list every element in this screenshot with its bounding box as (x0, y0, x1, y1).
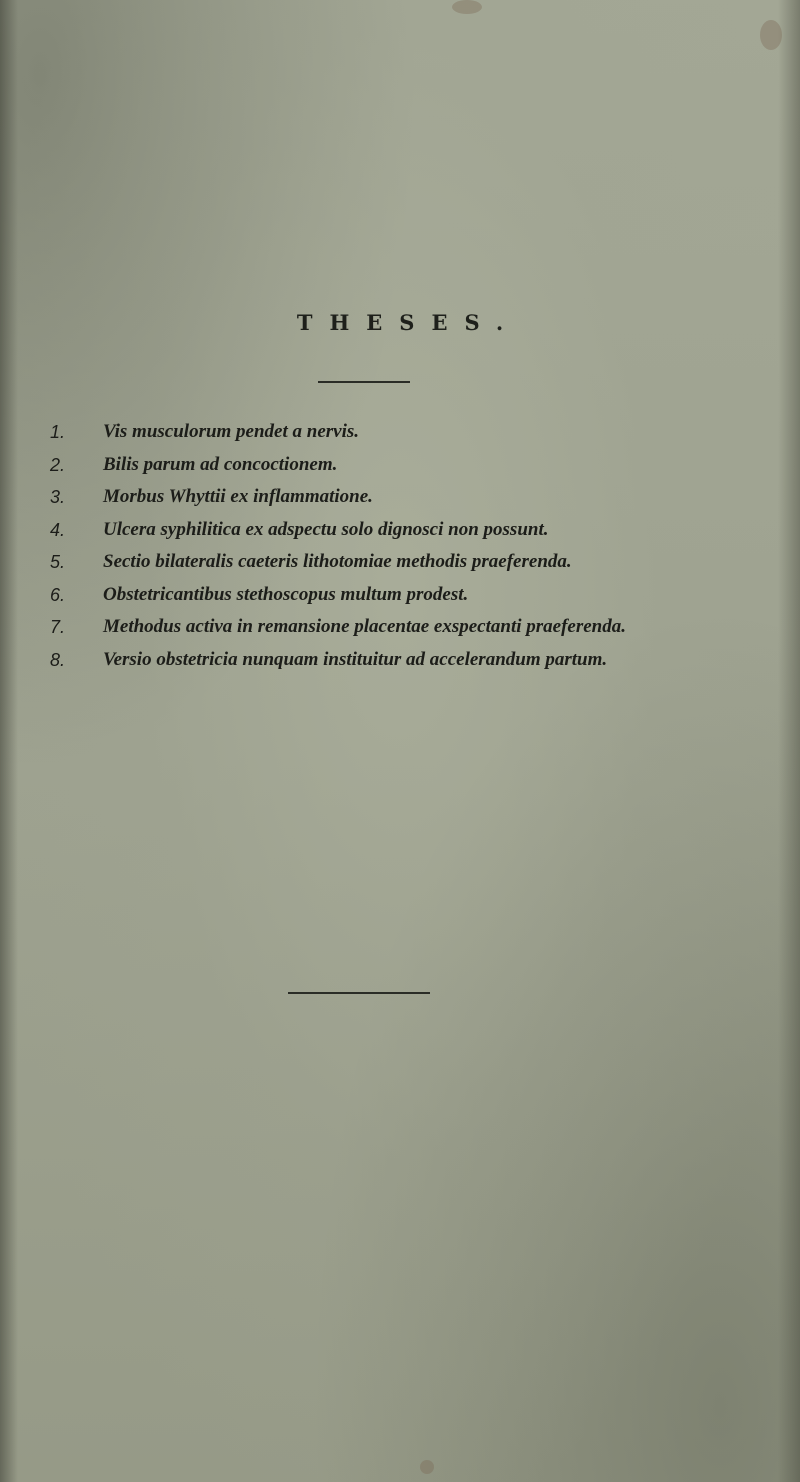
thesis-item-7 (0, 611, 800, 644)
thesis-number: 8. (50, 649, 66, 670)
thesis-text: Obstetricantibus stethoscopus multum prodest. (103, 583, 469, 605)
thesis-number: 6. (50, 584, 66, 605)
page-edge-shadow-right (778, 0, 800, 1482)
paper-stain (452, 0, 482, 14)
thesis-item-6 (0, 579, 800, 612)
thesis-text: Morbus Whyttii ex inflammatione. (103, 486, 373, 507)
thesis-item-5 (0, 546, 800, 579)
thesis-item-2 (0, 449, 800, 482)
paper-stain (420, 1460, 434, 1474)
thesis-item-1 (0, 416, 800, 449)
page-edge-shadow-left (0, 0, 18, 1482)
thesis-text: Ulcera syphilitica ex adspectu solo dignosci non possunt. (103, 518, 549, 540)
thesis-number: 7. (50, 617, 66, 637)
thesis-item-8 (0, 644, 800, 677)
thesis-number: 1. (50, 422, 66, 442)
thesis-item-3 (0, 481, 800, 514)
thesis-text: Methodus activa in remansione placentae exspectanti praeferenda. (103, 616, 627, 637)
thesis-text: Versio obstetricia nunquam instituitur ad accelerandum partum. (103, 648, 608, 670)
title-divider (318, 381, 410, 383)
closing-divider (288, 992, 430, 994)
theses-list (0, 416, 800, 676)
paper-stain (760, 20, 782, 50)
thesis-number: 5. (50, 552, 66, 572)
thesis-number: 2. (50, 454, 66, 475)
page-title: THESES. (296, 310, 521, 335)
thesis-text: Vis musculorum pendet a nervis. (103, 421, 360, 442)
thesis-number: 4. (50, 519, 66, 540)
thesis-text: Bilis parum ad concoctionem. (103, 453, 338, 475)
thesis-item-4 (0, 514, 800, 547)
thesis-text: Sectio bilateralis caeteris lithotomiae methodis praeferenda. (103, 551, 572, 572)
thesis-number: 3. (50, 487, 66, 507)
